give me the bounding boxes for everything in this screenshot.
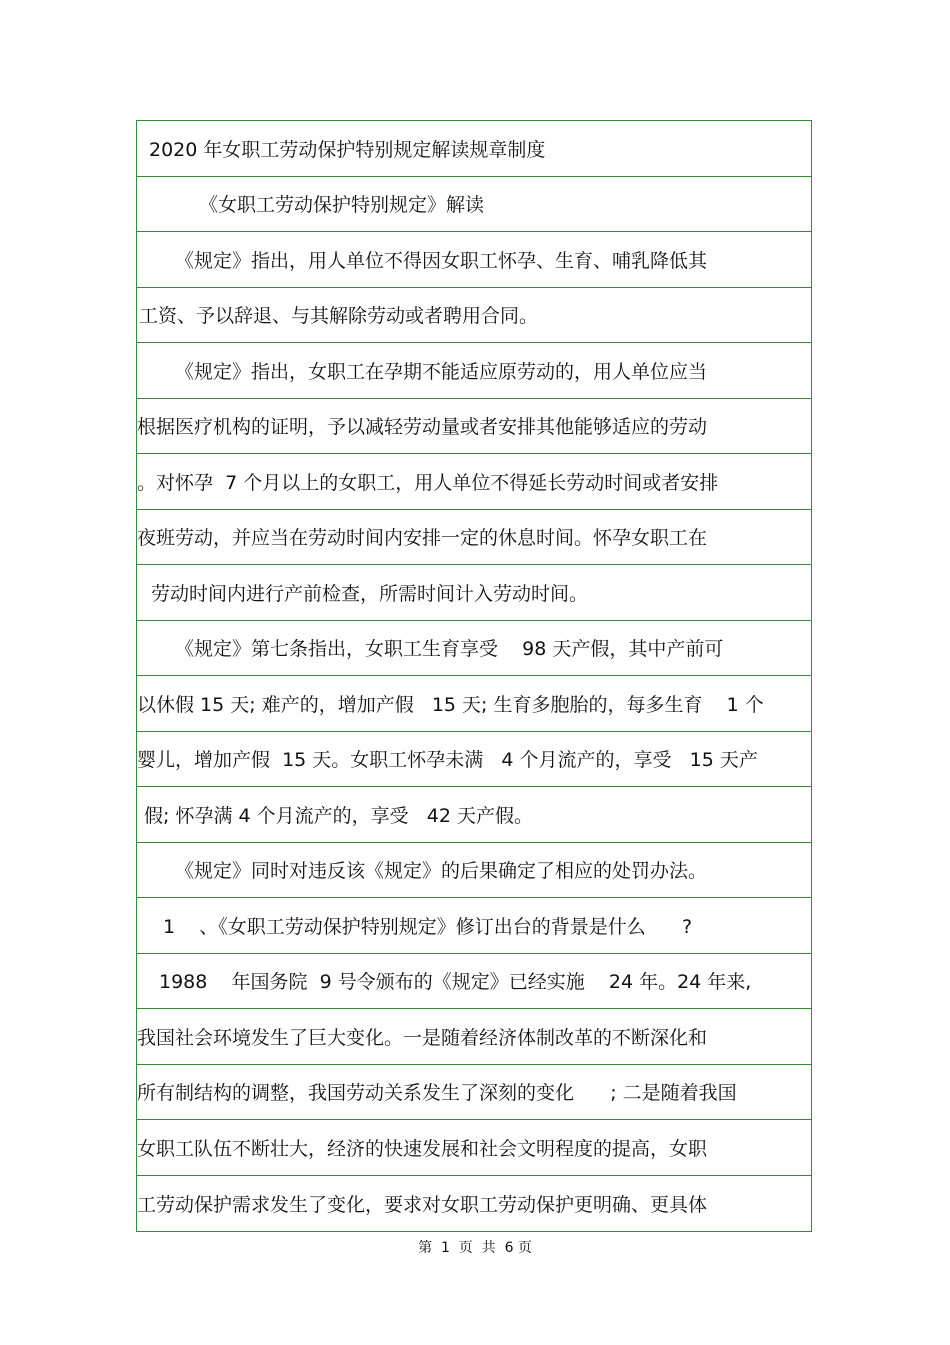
paragraph-line xyxy=(137,1176,811,1232)
paragraph-line xyxy=(137,399,811,455)
line-text: 假; 怀孕满 4 个月流产的，享受 42 天产假。 xyxy=(144,804,533,827)
line-text: 工劳动保护需求发生了变化，要求对女职工劳动保护更明确、更具体 xyxy=(137,1193,708,1216)
line-text: 夜班劳动，并应当在劳动时间内安排一定的休息时间。怀孕女职工在 xyxy=(137,527,708,550)
line-text: 我国社会环境发生了巨大变化。一是随着经济体制改革的不断深化和 xyxy=(137,1026,708,1049)
paragraph-line xyxy=(137,565,811,621)
line-text: 以休假 15 天; 难产的，增加产假 15 天; 生育多胞胎的，每多生育 1 个 xyxy=(137,693,764,716)
line-text: 1988 年国务院 9 号令颁布的《规定》已经实施 24 年。24 年来, xyxy=(159,971,752,994)
line-text: 所有制结构的调整，我国劳动关系发生了深刻的变化 ; 二是随着我国 xyxy=(137,1082,737,1105)
line-text: 《规定》同时对违反该《规定》的后果确定了相应的处罚办法。 xyxy=(175,860,708,883)
line-text: 《规定》第七条指出，女职工生育享受 98 天产假，其中产前可 xyxy=(175,638,724,661)
paragraph-line xyxy=(137,454,811,510)
paragraph-line xyxy=(137,1065,811,1121)
paragraph-line xyxy=(137,1120,811,1176)
paragraph-line xyxy=(137,676,811,732)
question-heading xyxy=(137,898,811,954)
paragraph-line xyxy=(137,843,811,899)
line-text: 1 、《女职工劳动保护特别规定》修订出台的背景是什么 ? xyxy=(163,915,693,938)
paragraph-line xyxy=(137,288,811,344)
line-text: 《规定》指出，用人单位不得因女职工怀孕、生育、哺乳降低其 xyxy=(175,249,708,272)
line-text: 女职工队伍不断壮大，经济的快速发展和社会文明程度的提高，女职 xyxy=(137,1137,708,1160)
document-text-table xyxy=(136,120,812,1232)
line-text: 2020 年女职工劳动保护特别规定解读规章制度 xyxy=(149,138,546,161)
line-text: 劳动时间内进行产前检查，所需时间计入劳动时间。 xyxy=(151,582,589,605)
paragraph-line xyxy=(137,732,811,788)
line-text: 《规定》指出，女职工在孕期不能适应原劳动的，用人单位应当 xyxy=(175,360,708,383)
paragraph-line xyxy=(137,510,811,566)
line-text: 婴儿，增加产假 15 天。女职工怀孕未满 4 个月流产的，享受 15 天产 xyxy=(137,749,758,772)
paragraph-line xyxy=(137,343,811,399)
paragraph-line xyxy=(137,232,811,288)
line-text: 。对怀孕 7 个月以上的女职工，用人单位不得延长劳动时间或者安排 xyxy=(137,471,719,494)
line-text: 工资、予以辞退、与其解除劳动或者聘用合同。 xyxy=(139,305,539,328)
line-text: 《女职工劳动保护特别规定》解读 xyxy=(199,194,485,217)
section-heading xyxy=(137,177,811,233)
paragraph-line xyxy=(137,1009,811,1065)
paragraph-line xyxy=(137,954,811,1010)
page-number-footer: 第 1 页 共 6 页 xyxy=(418,1240,532,1256)
line-text: 根据医疗机构的证明，予以减轻劳动量或者安排其他能够适应的劳动 xyxy=(137,416,708,439)
paragraph-line xyxy=(137,621,811,677)
paragraph-line xyxy=(137,787,811,843)
document-title xyxy=(137,121,811,177)
